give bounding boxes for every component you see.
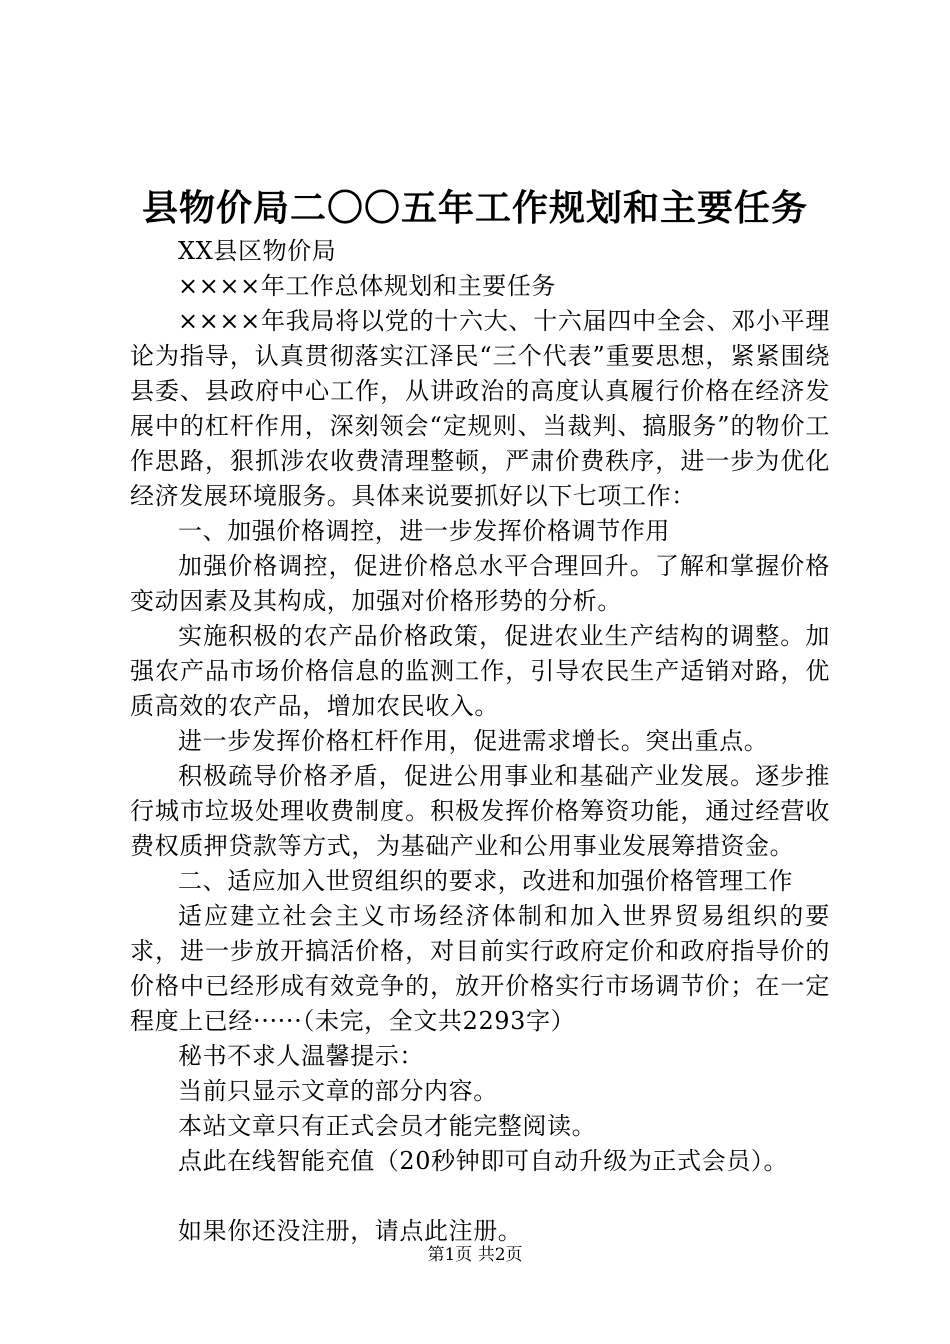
notice-members-only: 本站文章只有正式会员才能完整阅读。 [178, 1112, 597, 1140]
spacer [130, 1179, 830, 1214]
paragraph-intro: ××××年我局将以党的十六大、十六届四中全会、邓小平理论为指导，认真贯彻落实江泽民“三个代表”重要思想，紧紧围绕县委、县政府中心工作，从讲政治的高度认真履行价格在经济发展中的杠杆作用，深刻领会“定规则、当裁判、搞服务”的物价工作思路，狠抓涉农收费清理整顿，严肃价费秩序，进一步为优化经济发展环境服务。具体来说要抓好以下七项工作： [130, 307, 830, 510]
register-link[interactable]: 如果你还没注册，请点此注册。 [178, 1217, 523, 1245]
paragraph-subtitle: ××××年工作总体规划和主要任务 [178, 272, 557, 300]
page-number: 第1页 共2页 [427, 1245, 523, 1265]
document-title: 县物价局二〇〇五年工作规划和主要任务 [141, 187, 808, 229]
section-heading-2: 二、适应加入世贸组织的要求，改进和加强价格管理工作 [178, 867, 793, 895]
notice-partial-content: 当前只显示文章的部分内容。 [178, 1077, 498, 1105]
notice-heading: 秘书不求人温馨提示： [178, 1042, 424, 1070]
section-heading-1: 一、加强价格调控，进一步发挥价格调节作用 [178, 517, 670, 545]
recharge-link[interactable]: 点此在线智能充值（20秒钟即可自动升级为正式会员）。 [178, 1147, 789, 1175]
paragraph-price-conflicts: 积极疏导价格矛盾，促进公用事业和基础产业发展。逐步推行城市垃圾处理收费制度。积极发挥价格筹资功能，通过经营收费权质押贷款等方式，为基础产业和公用事业发展筹措资金。 [130, 762, 830, 860]
paragraph-price-control: 加强价格调控，促进价格总水平合理回升。了解和掌握价格变动因素及其构成，加强对价格形势的分析。 [130, 552, 830, 615]
paragraph-agri-policy: 实施积极的农产品价格政策，促进农业生产结构的调整。加强农产品市场价格信息的监测工作，引导农民生产适销对路，优质高效的农产品，增加农民收入。 [130, 622, 830, 720]
document-body [130, 234, 830, 1249]
paragraph-wto-adaptation: 适应建立社会主义市场经济体制和加入世界贸易组织的要求，进一步放开搞活价格，对目前实行政府定价和政府指导价的价格中已经形成有效竞争的，放开价格实行市场调节价；在一定程度上已经······（未完，全文共2293字） [130, 902, 830, 1035]
paragraph-price-lever: 进一步发挥价格杠杆作用，促进需求增长。突出重点。 [178, 727, 769, 755]
paragraph-org-name: XX县区物价局 [178, 237, 337, 265]
